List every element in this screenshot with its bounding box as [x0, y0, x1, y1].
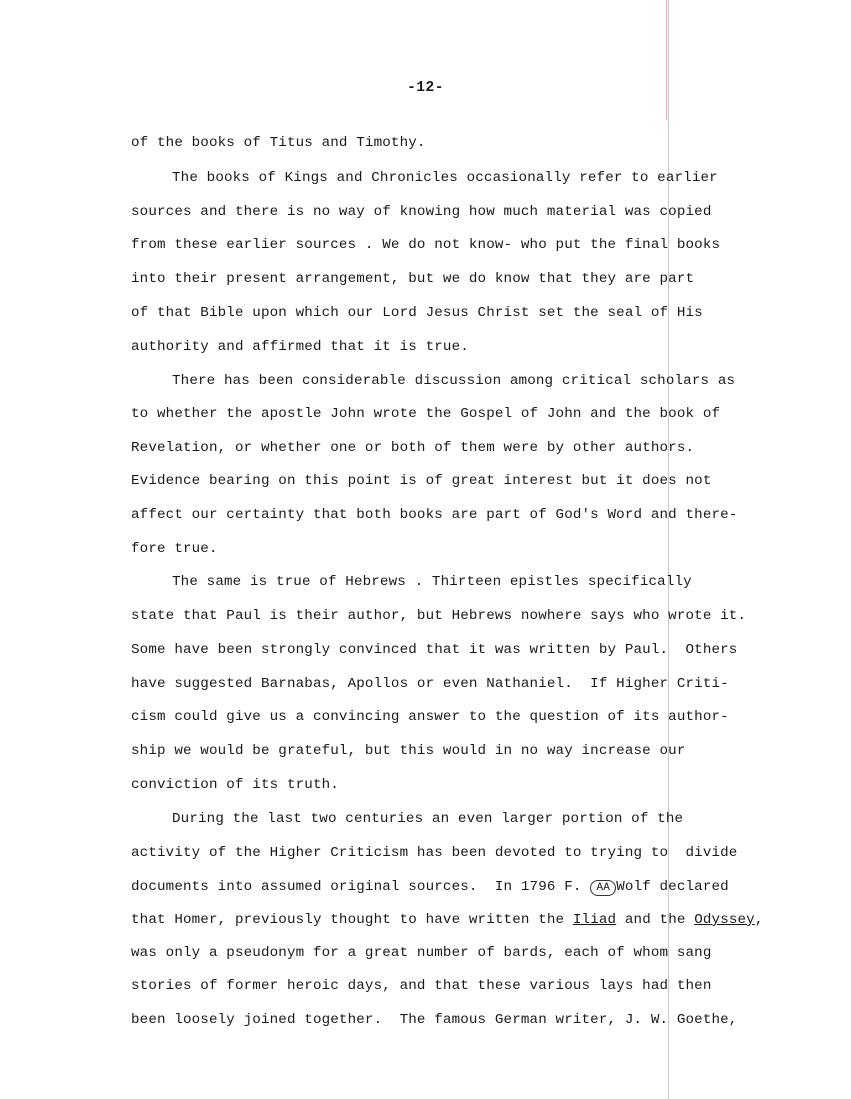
- text-line: to whether the apostle John wrote the Gospel of John and the book of: [131, 406, 721, 422]
- page-number: -12-: [407, 80, 444, 96]
- text-line: During the last two centuries an even larger portion of the: [172, 811, 684, 827]
- text-line: of that Bible upon which our Lord Jesus Christ set the seal of His: [131, 305, 703, 321]
- text-line: There has been considerable discussion among critical scholars as: [172, 373, 736, 389]
- margin-mark: [666, 0, 667, 120]
- text-line: Evidence bearing on this point is of great interest but it does not: [131, 473, 712, 489]
- text-line: been loosely joined together. The famous German writer, J. W. Goethe,: [131, 1012, 738, 1028]
- text-line: [131, 910, 764, 930]
- text-line: [131, 877, 729, 897]
- text-line: activity of the Higher Criticism has been devoted to trying to divide: [131, 845, 738, 861]
- text-line: cism could give us a convincing answer to the question of its author-: [131, 709, 729, 725]
- text-line: fore true.: [131, 541, 218, 557]
- text-line: have suggested Barnabas, Apollos or even Nathaniel. If Higher Criti-: [131, 676, 729, 692]
- text-line: The books of Kings and Chronicles occasionally refer to earlier: [172, 170, 718, 186]
- text-line: of the books of Titus and Timothy.: [131, 135, 426, 151]
- text-segment: Wolf declared: [616, 879, 729, 895]
- text-line: from these earlier sources . We do not know- who put the final books: [131, 237, 721, 253]
- text-line: affect our certainty that both books are part of God's Word and there-: [131, 507, 738, 523]
- text-segment: and the: [624, 912, 686, 928]
- text-line: sources and there is no way of knowing how much material was copied: [131, 204, 712, 220]
- book-title: Iliad: [572, 912, 617, 928]
- margin-rule: [668, 0, 669, 1099]
- text-segment: ,: [754, 912, 764, 928]
- text-segment: that Homer, previously thought to have written the: [131, 912, 565, 928]
- text-line: ship we would be grateful, but this would in no way increase our: [131, 743, 686, 759]
- text-line: conviction of its truth.: [131, 777, 339, 793]
- book-title: Odyssey: [694, 912, 755, 928]
- text-line: state that Paul is their author, but Hebrews nowhere says who wrote it.: [131, 608, 747, 624]
- text-line: Some have been strongly convinced that it was written by Paul. Others: [131, 642, 738, 658]
- handwritten-annotation: AA: [590, 880, 616, 896]
- text-line: Revelation, or whether one or both of them were by other authors.: [131, 440, 695, 456]
- text-line: into their present arrangement, but we do know that they are part: [131, 271, 695, 287]
- text-line: authority and affirmed that it is true.: [131, 339, 469, 355]
- text-line: was only a pseudonym for a great number of bards, each of whom sang: [131, 945, 712, 961]
- text-line: The same is true of Hebrews . Thirteen epistles specifically: [172, 574, 692, 590]
- text-segment: documents into assumed original sources. In 1796 F.: [131, 879, 582, 895]
- text-line: stories of former heroic days, and that these various lays had then: [131, 978, 712, 994]
